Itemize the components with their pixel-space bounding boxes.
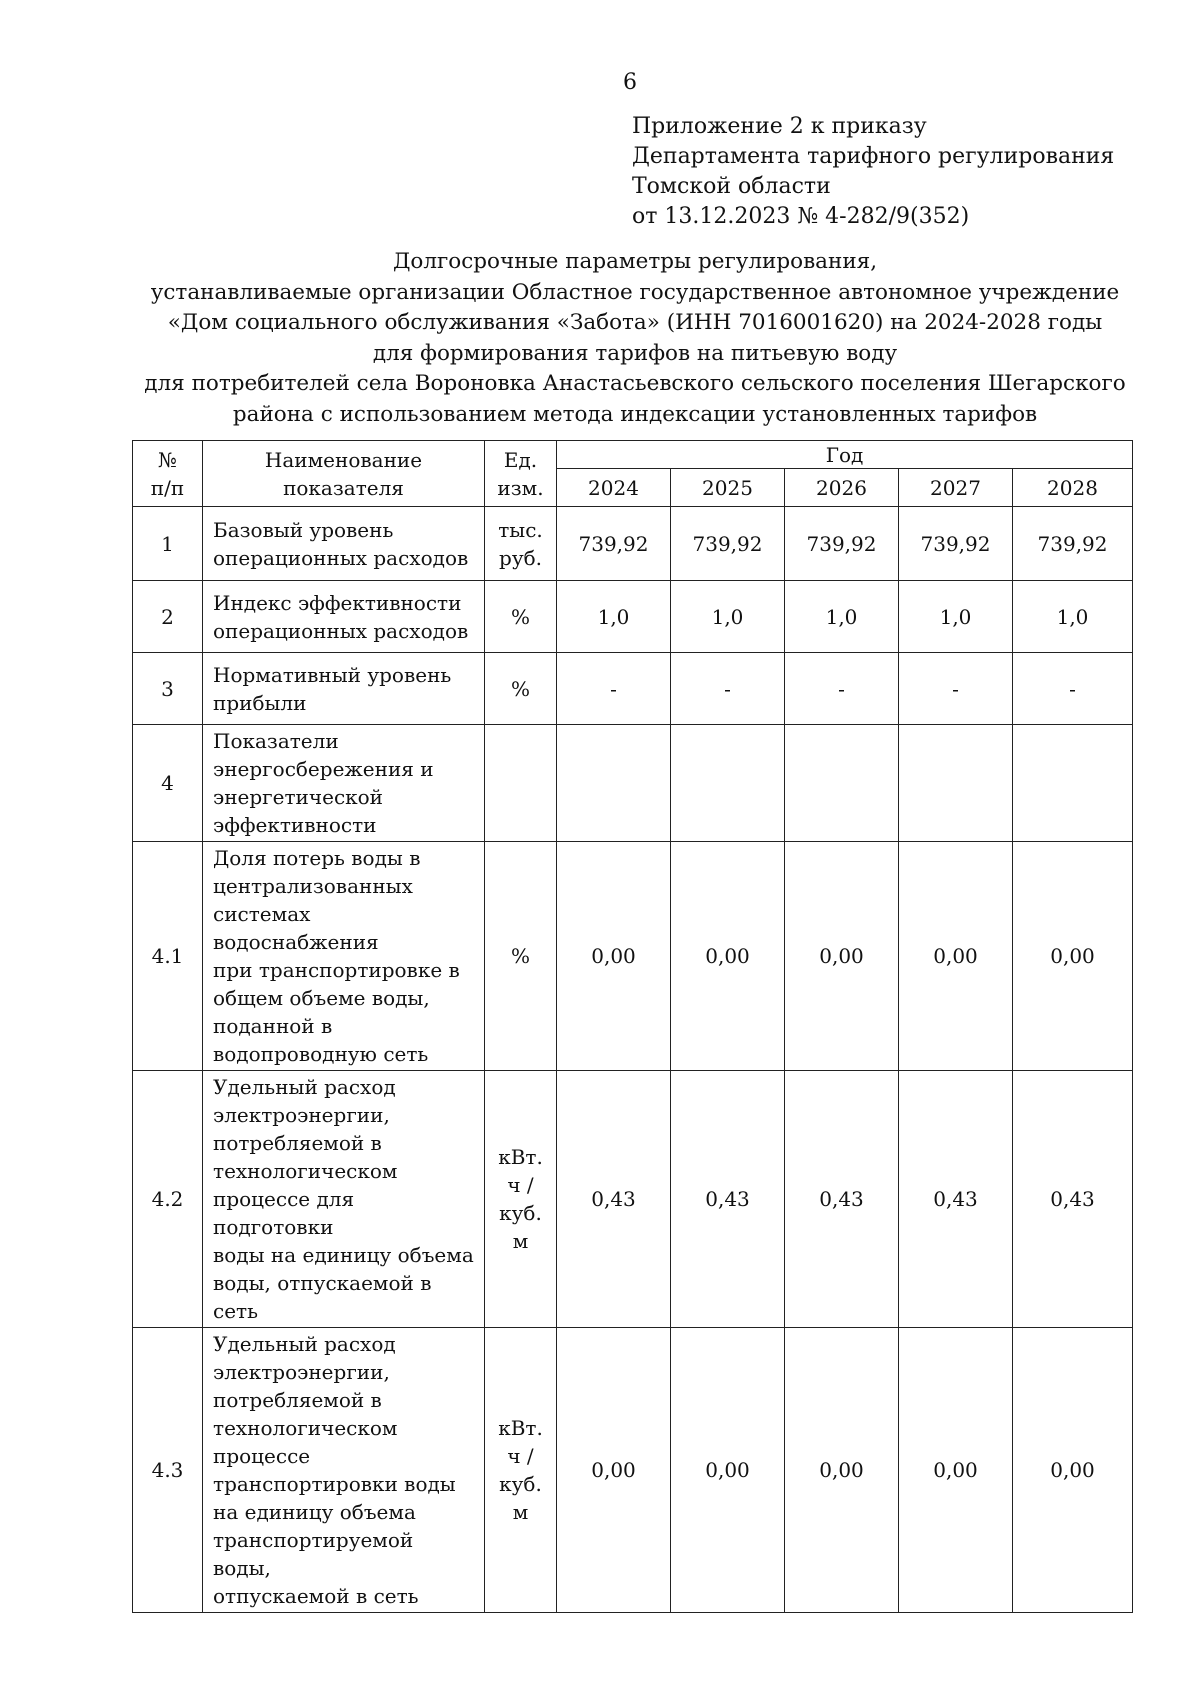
row-value: 739,92 bbox=[557, 507, 671, 581]
row-unit bbox=[485, 653, 557, 725]
row-name-line: на единицу объема bbox=[213, 1500, 416, 1524]
row-value: - bbox=[671, 653, 785, 725]
table-row bbox=[133, 507, 1133, 581]
appendix-block bbox=[632, 112, 1114, 232]
row-name bbox=[203, 581, 485, 653]
row-name-line: водопроводную сеть bbox=[213, 1042, 429, 1066]
row-name-line: общем объеме воды, bbox=[213, 986, 430, 1010]
table-row bbox=[133, 1328, 1133, 1613]
row-name bbox=[203, 725, 485, 842]
appendix-line: Приложение 2 к приказу bbox=[632, 114, 927, 139]
title-line: «Дом социального обслуживания «Забота» (ИНН 7016001620) на 2024-2028 годы bbox=[167, 310, 1103, 335]
row-value: 0,43 bbox=[899, 1071, 1013, 1328]
row-value: 0,00 bbox=[557, 842, 671, 1071]
row-name bbox=[203, 653, 485, 725]
row-value: 0,00 bbox=[671, 1328, 785, 1613]
row-value: - bbox=[1013, 653, 1133, 725]
row-value: 739,92 bbox=[899, 507, 1013, 581]
header-unit: Ед. изм. bbox=[485, 441, 557, 507]
row-unit-line: ч / bbox=[507, 1444, 534, 1468]
row-unit bbox=[485, 581, 557, 653]
header-year: 2026 bbox=[785, 469, 899, 507]
row-value: 0,00 bbox=[1013, 1328, 1133, 1613]
row-value: - bbox=[557, 653, 671, 725]
row-unit-line: куб. bbox=[499, 1201, 542, 1225]
table-row bbox=[133, 725, 1133, 842]
row-name-line: потребляемой в bbox=[213, 1388, 382, 1412]
row-unit bbox=[485, 725, 557, 842]
appendix-line: от 13.12.2023 № 4-282/9(352) bbox=[632, 204, 970, 229]
row-name-line: электроэнергии, bbox=[213, 1360, 390, 1384]
row-name bbox=[203, 1328, 485, 1613]
table-row bbox=[133, 842, 1133, 1071]
row-num: 1 bbox=[133, 507, 203, 581]
row-unit-line: кВт. bbox=[498, 1416, 543, 1440]
title-line: для потребителей села Вороновка Анастасьевского сельского поселения Шегарского bbox=[144, 371, 1126, 396]
row-value: 0,43 bbox=[557, 1071, 671, 1328]
row-value: 0,00 bbox=[899, 1328, 1013, 1613]
table-body bbox=[133, 507, 1133, 1613]
title-line: Долгосрочные параметры регулирования, bbox=[392, 249, 878, 274]
parameters-table bbox=[132, 440, 1133, 1613]
row-name-line: технологическом bbox=[213, 1159, 398, 1183]
title-line: района с использованием метода индексации установленных тарифов bbox=[232, 401, 1038, 427]
row-value: 739,92 bbox=[671, 507, 785, 581]
header-year: 2028 bbox=[1013, 469, 1133, 507]
row-value: 1,0 bbox=[557, 581, 671, 653]
row-name-line: потребляемой в bbox=[213, 1131, 382, 1155]
row-unit bbox=[485, 842, 557, 1071]
row-unit bbox=[485, 507, 557, 581]
row-value: 1,0 bbox=[1013, 581, 1133, 653]
row-unit-line: % bbox=[510, 676, 530, 701]
row-value: - bbox=[785, 653, 899, 725]
table-row bbox=[133, 653, 1133, 725]
header-year: 2027 bbox=[899, 469, 1013, 507]
row-name-line: воды, отпускаемой в bbox=[213, 1271, 432, 1295]
row-unit-line: тыс. bbox=[498, 517, 543, 542]
appendix-line: Томской области bbox=[632, 174, 831, 199]
row-name-line: при транспортировке в bbox=[213, 958, 460, 982]
row-name-line: Удельный расход bbox=[213, 1075, 396, 1099]
row-name-line: отпускаемой в сеть bbox=[213, 1584, 419, 1608]
row-name bbox=[203, 507, 485, 581]
row-value bbox=[557, 725, 671, 842]
row-name-line: операционных расходов bbox=[213, 545, 469, 570]
row-name bbox=[203, 1071, 485, 1328]
row-value: 0,00 bbox=[785, 842, 899, 1071]
row-name-line: транспортировки воды bbox=[213, 1472, 456, 1496]
row-name-line: сеть bbox=[213, 1299, 258, 1323]
row-unit bbox=[485, 1071, 557, 1328]
header-year-group: Год bbox=[557, 441, 1133, 469]
row-value: 1,0 bbox=[899, 581, 1013, 653]
row-name-line: Индекс эффективности bbox=[213, 590, 462, 615]
row-value: 739,92 bbox=[785, 507, 899, 581]
document-title bbox=[130, 247, 1140, 430]
row-value bbox=[899, 725, 1013, 842]
row-num: 2 bbox=[133, 581, 203, 653]
table-row bbox=[133, 1071, 1133, 1328]
row-value: 0,43 bbox=[785, 1071, 899, 1328]
row-name-line: поданной в bbox=[213, 1014, 333, 1038]
row-value: 0,00 bbox=[557, 1328, 671, 1613]
row-num: 4 bbox=[133, 725, 203, 842]
row-num: 4.3 bbox=[133, 1328, 203, 1613]
row-name-line: энергетической bbox=[213, 785, 384, 809]
row-name-line: электроэнергии, bbox=[213, 1103, 390, 1127]
row-name-line: процессе для подготовки bbox=[213, 1187, 355, 1239]
row-name-line: процессе bbox=[213, 1444, 311, 1468]
row-name-line: Нормативный уровень bbox=[213, 662, 452, 687]
title-line: устанавливаемые организации Областное государственное автономное учреждение bbox=[150, 279, 1120, 305]
row-name-line: энергосбережения и bbox=[213, 757, 434, 781]
row-value bbox=[785, 725, 899, 842]
row-unit-line: руб. bbox=[499, 545, 542, 570]
row-value: 739,92 bbox=[1013, 507, 1133, 581]
row-value: - bbox=[899, 653, 1013, 725]
row-value: 0,00 bbox=[785, 1328, 899, 1613]
row-unit-line: кВт. bbox=[498, 1145, 543, 1169]
appendix-line: Департамента тарифного регулирования bbox=[632, 144, 1115, 169]
row-value bbox=[671, 725, 785, 842]
row-value: 0,00 bbox=[1013, 842, 1133, 1071]
row-name-line: транспортируемой воды, bbox=[213, 1528, 414, 1580]
row-unit bbox=[485, 1328, 557, 1613]
row-value: 1,0 bbox=[671, 581, 785, 653]
row-name-line: воды на единицу объема bbox=[213, 1243, 474, 1267]
header-num: № п/п bbox=[133, 441, 203, 507]
row-value: 0,00 bbox=[671, 842, 785, 1071]
row-name-line: централизованных bbox=[213, 874, 413, 898]
row-unit-line: м bbox=[512, 1500, 529, 1524]
row-unit-line: куб. bbox=[499, 1472, 542, 1496]
row-unit-line: % bbox=[510, 944, 530, 968]
row-value: 0,43 bbox=[1013, 1071, 1133, 1328]
row-value: 1,0 bbox=[785, 581, 899, 653]
row-value bbox=[1013, 725, 1133, 842]
row-name-line: технологическом bbox=[213, 1416, 398, 1440]
row-num: 4.1 bbox=[133, 842, 203, 1071]
row-num: 3 bbox=[133, 653, 203, 725]
row-name-line: эффективности bbox=[213, 813, 377, 837]
header-year: 2024 bbox=[557, 469, 671, 507]
table-header bbox=[133, 441, 1133, 507]
header-name: Наименование показателя bbox=[203, 441, 485, 507]
table-row bbox=[133, 581, 1133, 653]
row-name-line: Удельный расход bbox=[213, 1332, 396, 1356]
row-name bbox=[203, 842, 485, 1071]
row-value: 0,00 bbox=[899, 842, 1013, 1071]
page-number: 6 bbox=[623, 70, 637, 95]
header-year: 2025 bbox=[671, 469, 785, 507]
row-num: 4.2 bbox=[133, 1071, 203, 1328]
row-name-line: операционных расходов bbox=[213, 618, 469, 643]
row-name-line: Показатели bbox=[213, 729, 339, 753]
row-name-line: прибыли bbox=[213, 690, 307, 715]
row-name-line: Базовый уровень bbox=[213, 517, 394, 542]
row-unit-line: ч / bbox=[507, 1173, 534, 1197]
row-unit-line: % bbox=[510, 604, 530, 629]
row-name-line: системах водоснабжения bbox=[213, 902, 379, 954]
row-value: 0,43 bbox=[671, 1071, 785, 1328]
title-line: для формирования тарифов на питьевую воду bbox=[372, 340, 898, 366]
row-unit-line: м bbox=[512, 1229, 529, 1253]
row-name-line: Доля потерь воды в bbox=[213, 846, 421, 870]
